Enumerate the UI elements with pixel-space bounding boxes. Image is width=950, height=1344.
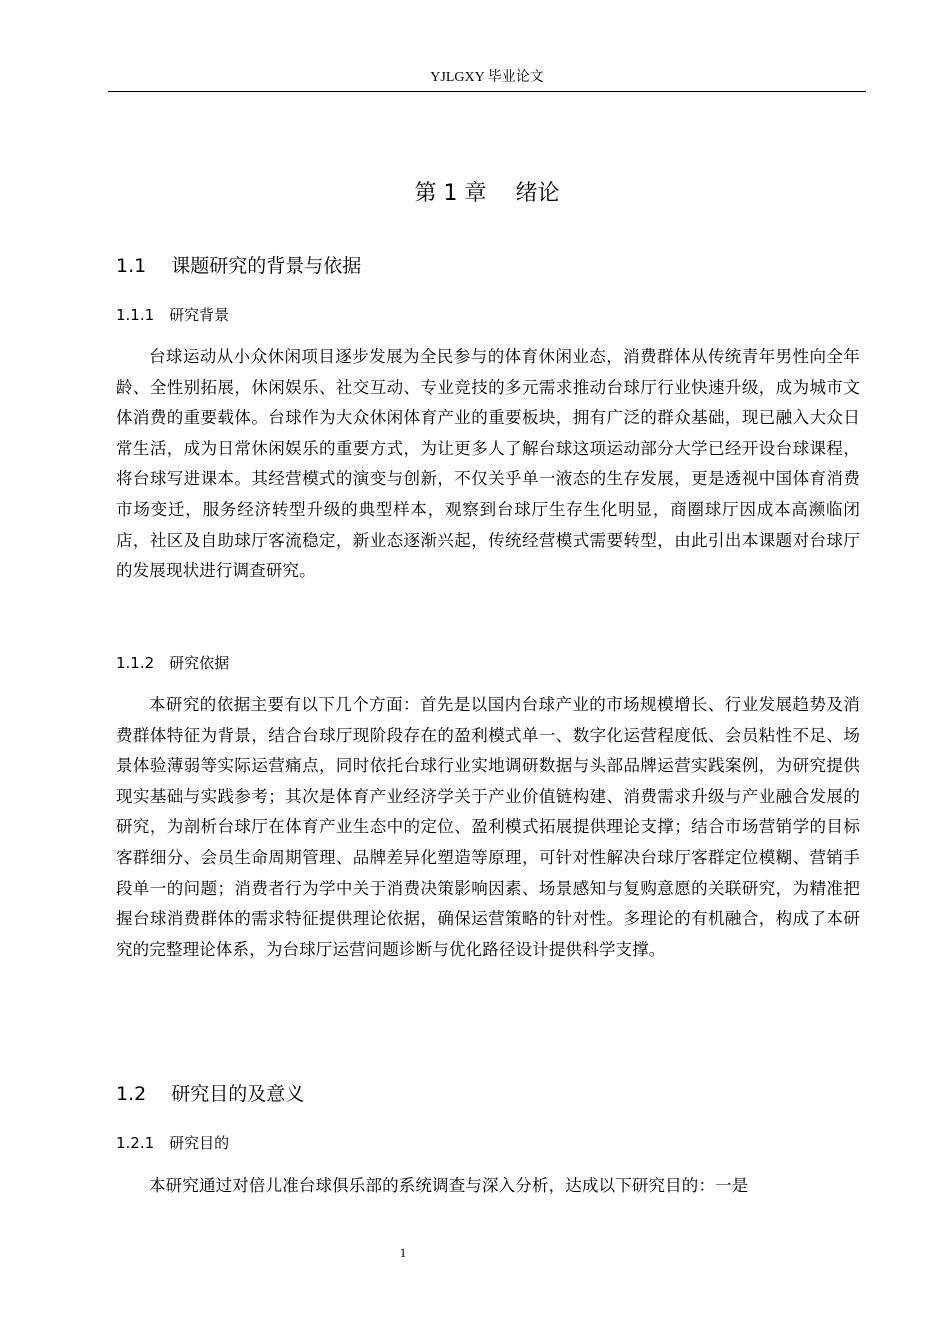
subsection-heading-1-1-1: 1.1.1 研究背景	[116, 306, 230, 324]
paragraph-research-basis: 本研究的依据主要有以下几个方面：首先是以国内台球产业的市场规模增长、行业发展趋势及消费群体特征为背景，结合台球厅现阶段存在的盈利模式单一、数字化运营程度低、会员粘性不足、场景体验薄弱等实际运营痛点，同时依托台球行业实地调研数据与头部品牌运营实践案例，为研究提供现实基础与实践参考；其次是体育产业经济学关于产业价值链构建、消费需求升级与产业融合发展的研究，为剖析台球厅在体育产业生态中的定位、盈利模式拓展提供理论支撑；结合市场营销学的目标客群细分、会员生命周期管理、品牌差异化塑造等原理，可针对性解决台球厅客群定位模糊、营销手段单一的问题；消费者行为学中关于消费决策影响因素、场景感知与复购意愿的关联研究，为精准把握台球消费群体的需求特征提供理论依据，确保运营策略的针对性。多理论的有机融合，构成了本研究的完整理论体系，为台球厅运营问题诊断与优化路径设计提供科学支撑。	[116, 695, 860, 959]
page-number: 1	[399, 1245, 407, 1260]
subsection-heading-1-1-2: 1.1.2 研究依据	[116, 654, 230, 672]
paragraph-research-background: 台球运动从小众休闲项目逐步发展为全民参与的体育休闲业态，消费群体从传统青年男性向全年龄、全性别拓展，休闲娱乐、社交互动、专业竞技的多元需求推动台球厅行业快速升级，成为城市文体消费的重要载体。台球作为大众休闲体育产业的重要板块，拥有广泛的群众基础，现已融入大众日常生活，成为日常休闲娱乐的重要方式，为让更多人了解台球这项运动部分大学已经开设台球课程，将台球写进课本。其经营模式的演变与创新，不仅关乎单一液态的生存发展，更是透视中国体育消费市场变迁，服务经济转型升级的典型样本，观察到台球厅生存生化明显，商圈球厅因成本高濒临闭店，社区及自助球厅客流稳定，新业态逐渐兴起，传统经营模式需要转型，由此引出本课题对台球厅的发展现状进行调查研究。	[116, 347, 860, 581]
chapter-title: 第 1 章 绪论	[414, 181, 560, 206]
section-heading-1-2: 1.2 研究目的及意义	[116, 1083, 305, 1105]
section-heading-1-1: 1.1 课题研究的背景与依据	[116, 255, 362, 277]
paragraph-research-purpose: 本研究通过对倍儿准台球俱乐部的系统调查与深入分析，达成以下研究目的：一是	[149, 1176, 749, 1195]
header-divider	[108, 91, 866, 92]
page-header-title: YJLGXY 毕业论文	[430, 70, 544, 85]
subsection-heading-1-2-1: 1.2.1 研究目的	[116, 1134, 230, 1152]
